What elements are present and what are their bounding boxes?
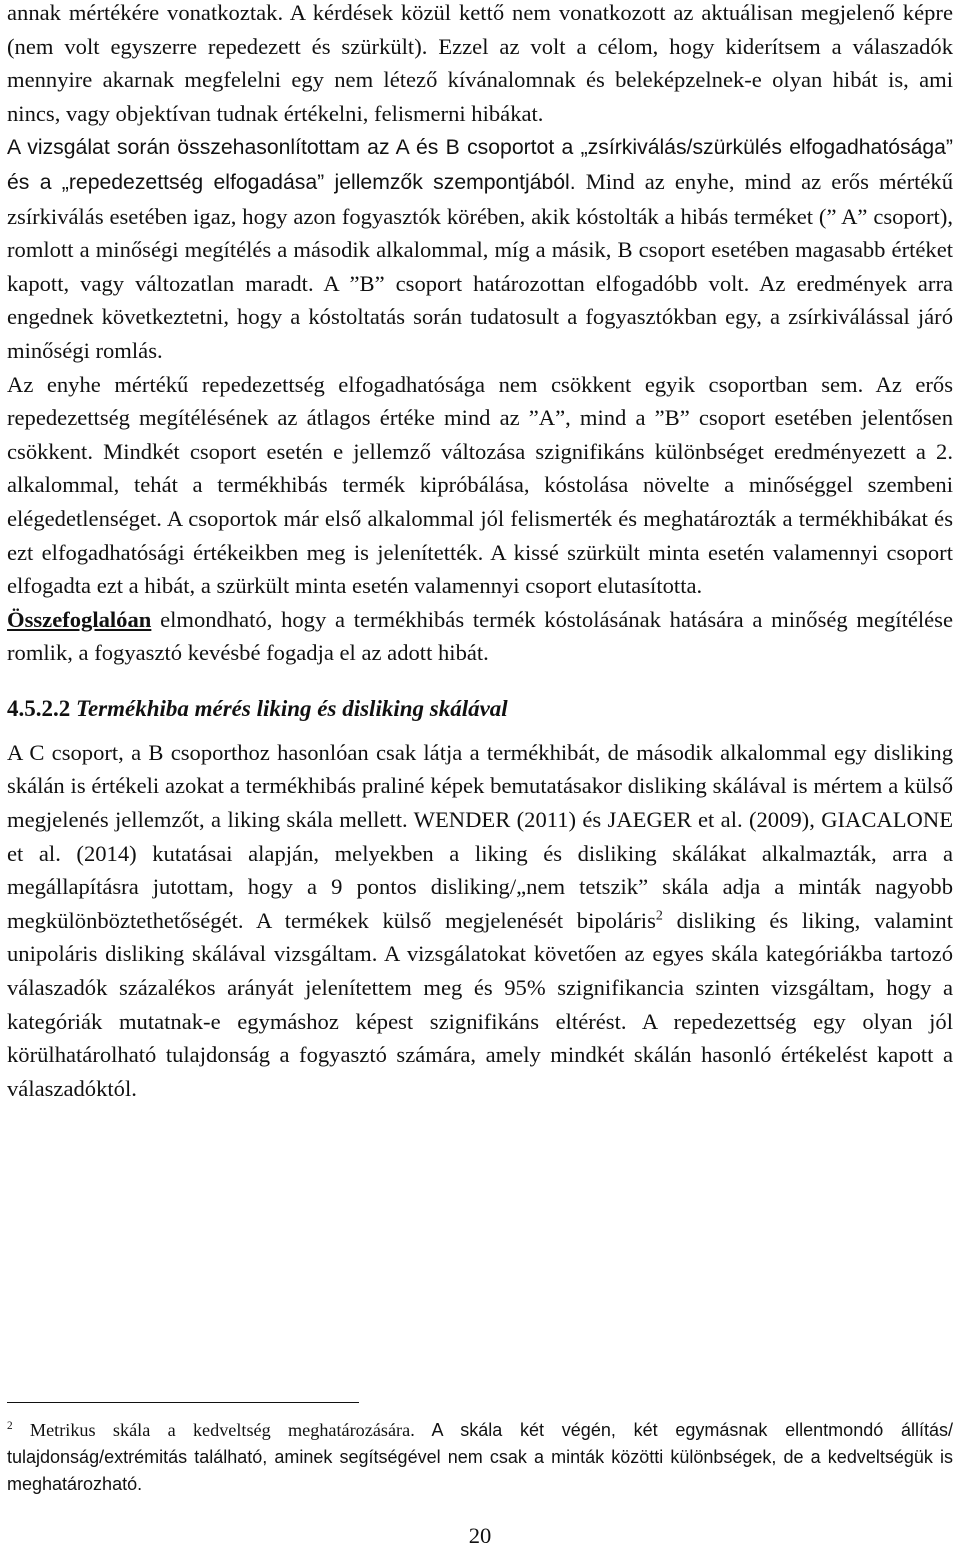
footnote-marker: 2 [7, 1419, 13, 1432]
footnote [7, 1417, 953, 1498]
summary-label: Összefoglalóan [7, 606, 152, 632]
summary-text: elmondható, hogy a termékhibás termék kóstolásának hatására a minőség megítélése romlik, a fogyasztó kevésbé fogadja el az adott hibát. [7, 606, 953, 666]
footnote-text-b: A skála két végén, két egymásnak ellentmondó állítás/ tulajdonság/extrémitás található, aminek segítségével nem csak a minták közötti különbségek, de a kedveltségük is meghatározható. [7, 1420, 953, 1494]
section-title: Termékhiba mérés liking és disliking skálával [76, 695, 508, 721]
section-heading [7, 692, 953, 726]
paragraph-summary [7, 603, 953, 670]
footnote-reference[interactable]: 2 [655, 908, 663, 924]
page-number: 20 [468, 1523, 492, 1548]
section-body-text-b: disliking és liking, valamint unipoláris disliking skálával vizsgáltam. A vizsgálatokat követően az egyes skála kategóriákba tartozó válaszadók százalékos arányát jelenítettem meg és 95% szignifikancia szinten vizsgáltam, hogy a kategóriák mutatnak-e egymáshoz képest szignifikáns eltérést. A repedezettség egy olyan jól körülhatárolható tulajdonság a fogyasztó számára, amely mindkét skálán hasonló értékelést kapott a válaszadóktól. [7, 907, 954, 1101]
section-number: 4.5.2.2 [7, 695, 71, 721]
paragraph-intro-text: annak mértékére vonatkoztak. A kérdések közül kettő nem vonatkozott az aktuálisan megjelenő képre (nem volt egyszerre repedezett és szürkült). Ezzel az volt a célom, hogy kiderítsem a válaszadók mennyire akarnak megfelelni egy nem létező kívánalomnak és beleképzelnek-e olyan hibát is, ami nincs, vagy objektívan tudnak értékelni, felismerni hibákat. [7, 0, 953, 126]
footnote-text-a: Metrikus skála a kedveltség meghatározására. [12, 1420, 415, 1440]
paragraph-comparison-text: Mind az enyhe, mind az erős mértékű zsírkiválás esetében igaz, hogy azon fogyasztók körében, akik kóstolták a hibás terméket (” A” csoport), romlott a minőségi megítélés a második alkalommal, míg a másik, B csoport esetében magasabb értéket kapott, vagy változatlan maradt. A ”B” csoport határozottan elfogadóbb volt. Az eredmények arra engednek következtetni, hogy a kóstoltatás során tudatosult a fogyasztókban egy, a zsírkiválással járó minőségi romlás. [7, 168, 953, 363]
paragraph-cracking [7, 368, 953, 603]
section-body-text-a: A C csoport, a B csoporthoz hasonlóan csak látja a termékhibát, de második alkalommal egy disliking skálán is értékeli azokat a termékhibás praliné képek bemutatásakor disliking skálával is mértem a külső megjelenés jellemzőt, a liking skála mellett. WENDER (2011) és JAEGER et al. (2009), GIACALONE et al. (2014) kutatásai alapján, melyekben a liking és disliking skálákat alkalmazták, arra a megállapításra jutottam, hogy a 9 pontos disliking/„nem tetszik” skála adja a minták nagyobb megkülönböztethetőségét. A termékek külső megjelenését bipoláris [7, 739, 953, 933]
paragraph-section-body [7, 736, 953, 1106]
paragraph-intro [7, 0, 953, 130]
paragraph-cracking-text: Az enyhe mértékű repedezettség elfogadhatósága nem csökkent egyik csoportban sem. Az erős repedezettség megítélésének az átlagos értéke mind az ”A”, mind a ”B” csoport esetében jelentősen csökkent. Mindkét csoport esetén e jellemző változása szignifikáns különbséget eredményezett a 2. alkalommal, tehát a termékhibás termék kipróbálása, kóstolása növelte a minőséggel szembeni elégedetlenséget. A csoportok már első alkalommal jól felismerték és meghatározták a termékhibákat és ezt elfogadhatósági értékeikben meg is jelenítették. A kissé szürkült minta esetén valamennyi csoport elfogadta ezt a hibát, a szürkült minta esetén valamennyi csoport elutasította. [7, 371, 953, 599]
paragraph-comparison-lead: A vizsgálat során összehasonlítottam az A és B csoportot a „zsírkiválás/szürkülés elfogadhatósága” és a „repedezettség elfogadása” jellemzők szempontjából. [7, 136, 953, 194]
footnote-divider [7, 1402, 359, 1403]
paragraph-comparison [7, 130, 953, 367]
